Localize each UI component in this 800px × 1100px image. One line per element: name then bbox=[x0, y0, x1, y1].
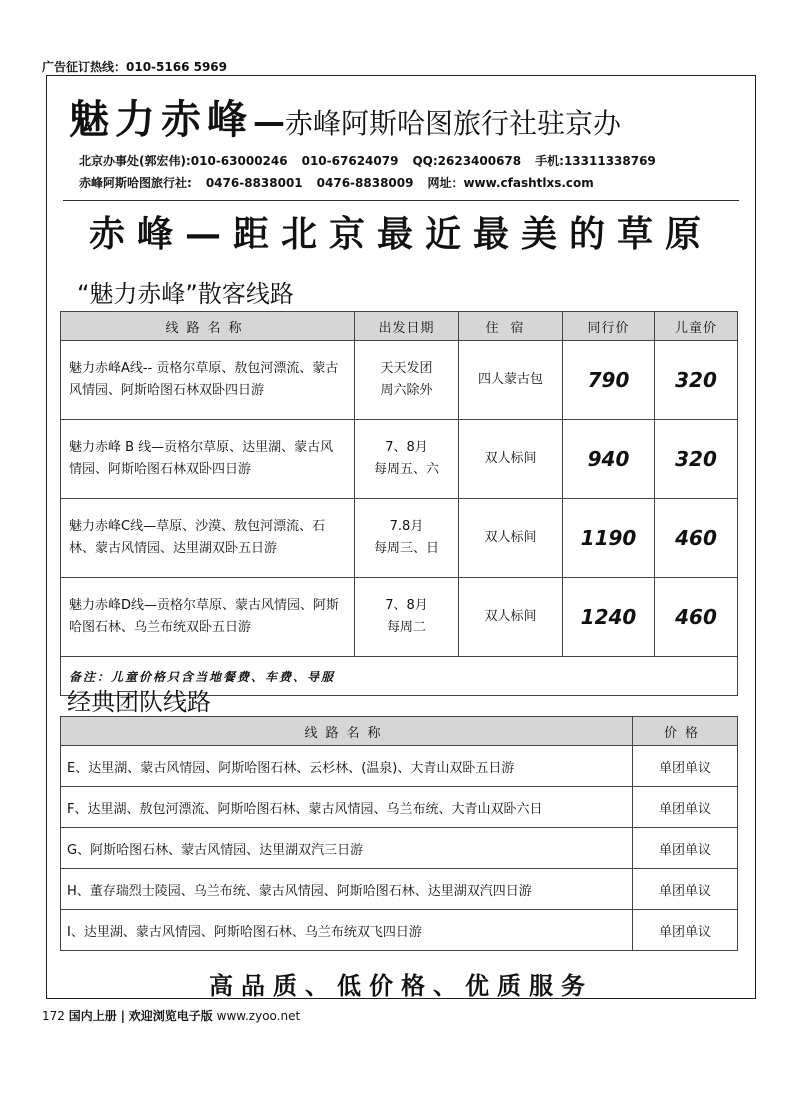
table-header-row bbox=[61, 717, 738, 746]
departure-date bbox=[355, 420, 459, 499]
table-header-row bbox=[61, 312, 738, 341]
route-price: 单团单议 bbox=[633, 787, 738, 828]
header-child-price: 儿童价 bbox=[655, 312, 738, 341]
qq-number: QQ:2623400678 bbox=[412, 154, 522, 168]
header-stay: 住宿 bbox=[459, 312, 563, 341]
table-row bbox=[61, 746, 738, 787]
date-line: 7.8月 bbox=[389, 519, 424, 534]
agency-label: 赤峰阿斯哈图旅行社: bbox=[79, 176, 192, 190]
route-name: H、董存瑞烈士陵园、乌兰布统、蒙古风情园、阿斯哈图石林、达里湖双汽四日游 bbox=[61, 869, 633, 910]
date-line: 每周三、日 bbox=[373, 541, 439, 556]
date-line: 周六除外 bbox=[380, 383, 433, 398]
route-price: 单团单议 bbox=[633, 910, 738, 951]
ad-hotline: 广告征订热线：010-5166 5969 bbox=[42, 60, 228, 74]
book-section: 国内上册 bbox=[68, 1009, 117, 1023]
mobile-number: 手机:13311338769 bbox=[535, 154, 656, 168]
header-route: 线路名称 bbox=[61, 717, 633, 746]
departure-date bbox=[355, 341, 459, 420]
header-price: 价格 bbox=[633, 717, 738, 746]
child-price: 460 bbox=[655, 578, 738, 657]
section-title-individual: “魅力赤峰”散客线路 bbox=[77, 280, 294, 308]
footer-separator: | bbox=[120, 1009, 125, 1023]
route-name: F、达里湖、敖包河漂流、阿斯哈图石林、蒙古风情园、乌兰布统、大青山双卧六日 bbox=[61, 787, 633, 828]
ad-frame bbox=[46, 75, 756, 999]
table-row bbox=[61, 910, 738, 951]
route-price: 单团单议 bbox=[633, 828, 738, 869]
date-line: 7、8月 bbox=[385, 440, 428, 455]
route-name: I、达里湖、蒙古风情园、阿斯哈图石林、乌兰布统双飞四日游 bbox=[61, 910, 633, 951]
beijing-office-phone: 北京办事处(郭宏伟):010-63000246 bbox=[79, 154, 288, 168]
page-number: 172 bbox=[42, 1009, 65, 1023]
route-price: 单团单议 bbox=[633, 869, 738, 910]
footer-tagline: 欢迎浏览电子版 bbox=[128, 1009, 213, 1023]
peer-price: 940 bbox=[563, 420, 655, 499]
table-row bbox=[61, 787, 738, 828]
table-row bbox=[61, 341, 738, 420]
accommodation: 双人标间 bbox=[459, 578, 563, 657]
website: 网址：www.cfashtlxs.com bbox=[427, 176, 594, 190]
peer-price: 790 bbox=[563, 341, 655, 420]
brand-subtitle: 赤峰阿斯哈图旅行社驻京办 bbox=[285, 107, 622, 140]
brand-dash: — bbox=[253, 103, 285, 141]
peer-price: 1240 bbox=[563, 578, 655, 657]
contact-line-1 bbox=[79, 152, 670, 169]
header-date: 出发日期 bbox=[355, 312, 459, 341]
table-row bbox=[61, 420, 738, 499]
route-name: 魅力赤峰D线—贡格尔草原、蒙古风情园、阿斯哈图石林、乌兰布统双卧五日游 bbox=[61, 578, 355, 657]
accommodation: 双人标间 bbox=[459, 420, 563, 499]
beijing-office-phone-2: 010-67624079 bbox=[301, 154, 399, 168]
child-price: 320 bbox=[655, 341, 738, 420]
date-line: 每周五、六 bbox=[373, 462, 439, 477]
footer-website[interactable]: www.zyoo.net bbox=[216, 1009, 301, 1023]
section-title-group: 经典团队线路 bbox=[67, 688, 211, 716]
table-row bbox=[61, 578, 738, 657]
agency-phone-1: 0476-8838001 bbox=[205, 176, 303, 190]
table-row bbox=[61, 499, 738, 578]
brand-title bbox=[69, 88, 621, 145]
date-line: 7、8月 bbox=[385, 598, 428, 613]
departure-date bbox=[355, 578, 459, 657]
group-routes-table bbox=[60, 716, 738, 951]
contact-line-2 bbox=[79, 174, 608, 191]
accommodation: 双人标间 bbox=[459, 499, 563, 578]
footer-slogan: 高品质、低价格、优质服务 bbox=[209, 971, 593, 1000]
table-row bbox=[61, 828, 738, 869]
date-line: 每周二 bbox=[386, 620, 426, 635]
agency-phone-2: 0476-8838009 bbox=[316, 176, 414, 190]
peer-price: 1190 bbox=[563, 499, 655, 578]
table-row bbox=[61, 869, 738, 910]
route-name: 魅力赤峰 B 线—贡格尔草原、达里湖、蒙古风情园、阿斯哈图石林双卧四日游 bbox=[61, 420, 355, 499]
route-name: 魅力赤峰A线-- 贡格尔草原、敖包河漂流、蒙古风情园、阿斯哈图石林双卧四日游 bbox=[61, 341, 355, 420]
route-name: 魅力赤峰C线—草原、沙漠、敖包河漂流、石林、蒙古风情园、达里湖双卧五日游 bbox=[61, 499, 355, 578]
page-footer bbox=[42, 1007, 300, 1024]
child-price: 460 bbox=[655, 499, 738, 578]
child-price-note: 备注：儿童价格只含当地餐费、车费、导服 bbox=[61, 657, 738, 696]
child-price: 320 bbox=[655, 420, 738, 499]
route-price: 单团单议 bbox=[633, 746, 738, 787]
accommodation: 四人蒙古包 bbox=[459, 341, 563, 420]
brand-name: 魅力赤峰 bbox=[69, 96, 253, 143]
header-route: 线路名称 bbox=[61, 312, 355, 341]
departure-date bbox=[355, 499, 459, 578]
route-name: G、阿斯哈图石林、蒙古风情园、达里湖双汽三日游 bbox=[61, 828, 633, 869]
header-peer-price: 同行价 bbox=[563, 312, 655, 341]
main-slogan: 赤峰—距北京最近最美的草原 bbox=[88, 213, 713, 255]
route-name: E、达里湖、蒙古风情园、阿斯哈图石林、云杉林、(温泉)、大青山双卧五日游 bbox=[61, 746, 633, 787]
individual-routes-table bbox=[60, 311, 738, 696]
header-divider bbox=[63, 200, 739, 201]
date-line: 天天发团 bbox=[380, 361, 433, 376]
